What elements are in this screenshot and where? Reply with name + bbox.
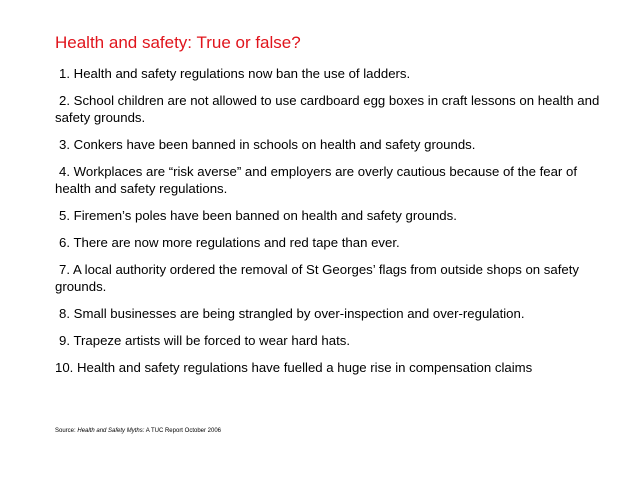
statement-list	[55, 65, 600, 386]
item-text: Health and safety regulations have fuelled a huge rise in compensation claims	[77, 360, 533, 375]
item-number: 5.	[59, 208, 70, 223]
item-number: 2.	[59, 93, 70, 108]
item-number: 4.	[59, 164, 70, 179]
item-text: Trapeze artists will be forced to wear hard hats.	[73, 333, 351, 348]
list-item	[55, 305, 600, 322]
item-text: Firemen’s poles have been banned on health and safety grounds.	[73, 208, 457, 223]
source-prefix: Source:	[55, 428, 78, 434]
item-number: 1.	[59, 66, 70, 81]
list-item	[55, 136, 600, 153]
item-number: 7.	[59, 262, 70, 277]
item-number: 3.	[59, 137, 70, 152]
item-text: There are now more regulations and red tape than ever.	[73, 235, 400, 250]
list-item	[55, 65, 600, 82]
item-text: Workplaces are “risk averse” and employers are overly cautious because of the fear of health and safety regulations.	[55, 164, 577, 196]
item-number: 8.	[59, 306, 70, 321]
list-item	[55, 359, 600, 376]
item-number: 6.	[59, 235, 70, 250]
item-number: 10.	[55, 360, 74, 375]
item-number: 9.	[59, 333, 70, 348]
item-text: Health and safety regulations now ban the use of ladders.	[73, 66, 411, 81]
list-item	[55, 207, 600, 224]
list-item	[55, 261, 600, 295]
item-text: A local authority ordered the removal of St Georges’ flags from outside shops on safety grounds.	[55, 262, 579, 294]
item-text: School children are not allowed to use cardboard egg boxes in craft lessons on health and safety grounds.	[55, 93, 600, 125]
source-note	[55, 428, 221, 434]
source-publication: Health and Safety Myths:	[77, 428, 145, 434]
list-item	[55, 163, 600, 197]
list-item	[55, 234, 600, 251]
item-text: Conkers have been banned in schools on health and safety grounds.	[73, 137, 476, 152]
slide-title: Health and safety: True or false?	[55, 33, 301, 52]
source-details: A TUC Report October 2006	[144, 428, 222, 434]
list-item	[55, 92, 600, 126]
list-item	[55, 332, 600, 349]
item-text: Small businesses are being strangled by over-inspection and over-regulation.	[73, 306, 525, 321]
